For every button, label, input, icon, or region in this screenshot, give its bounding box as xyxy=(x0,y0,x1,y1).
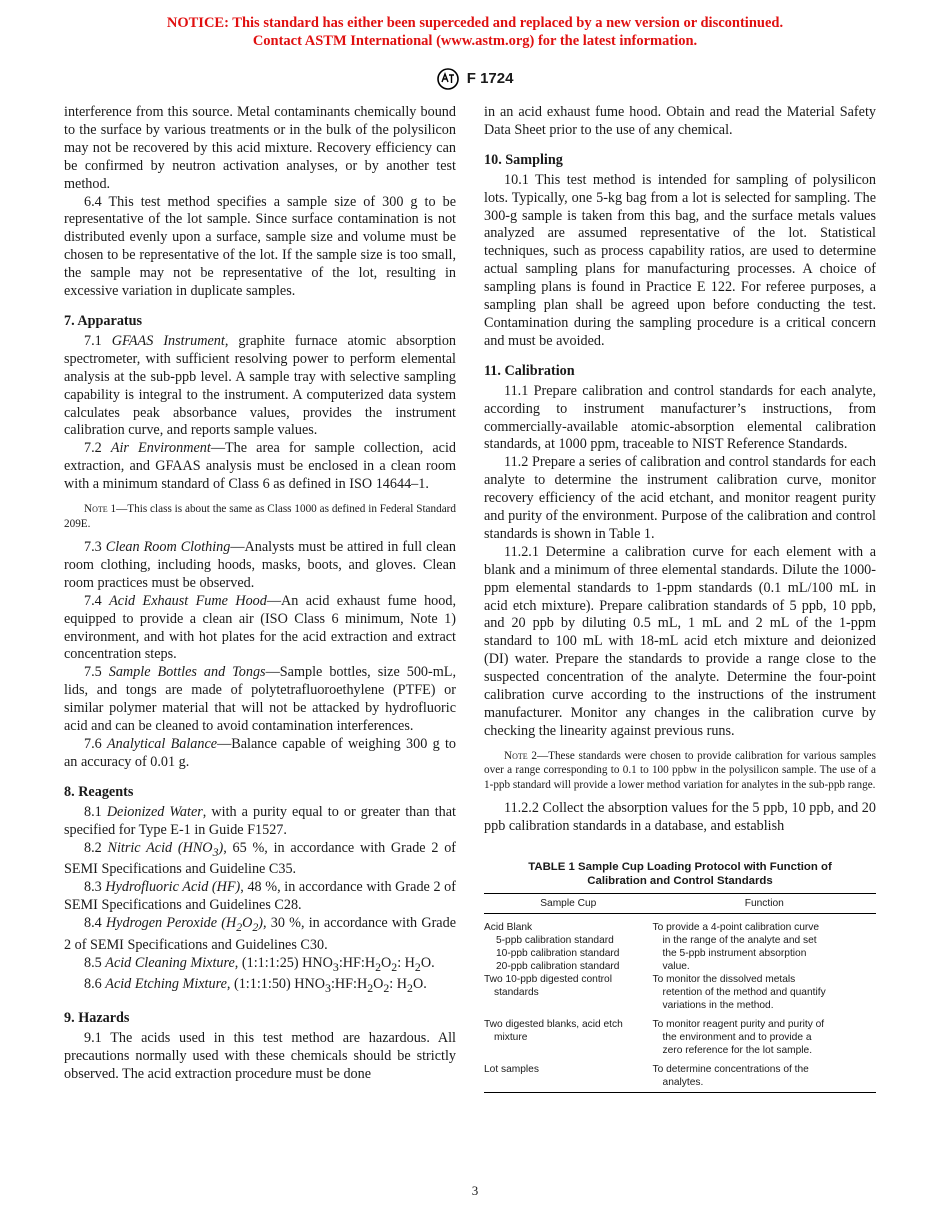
paragraph-8-1: 8.1 Deionized Water, with a purity equal to or greater than that specified for Type E-1 in Guide F1527. xyxy=(64,803,456,838)
astm-logo-icon xyxy=(437,68,459,90)
paragraph-7-1: 7.1 GFAAS Instrument, graphite furnace atomic absorption spectrometer, with sufficient resolving power to perform elemental analysis at the sub-ppb level. A sample tray with selective sampling capability is integral to the instrument. A computerized data system calculates peak absorbance values, provides the instrument calibration curve, and reports sample values. xyxy=(64,332,457,439)
paragraph-11-1: 11.1 Prepare calibration and control standards for each analyte, according to instrument manufacturer’s instructions, from commercially-available atomic-absorption elemental calibration standards, at 1000 ppm, traceable to NIST Reference Standards. xyxy=(484,382,876,453)
paragraph-7-3: 7.3 Clean Room Clothing—Analysts must be attired in full clean room clothing, including hoods, masks, boots, and gloves. Clean room practices must be observed. xyxy=(64,539,457,591)
section-10-heading: 10. Sampling xyxy=(484,151,563,168)
sample-cup-cell: Acid Blank 5-ppb calibration standard 10-ppb calibration standard 20-ppb calibration standard xyxy=(484,922,620,973)
function-cell: To monitor reagent purity and purity of the environment and to provide a zero reference for the lot sample. xyxy=(652,1019,825,1057)
paragraph-continued: in an acid exhaust fume hood. Obtain and read the Material Safety Data Sheet prior to the use of any chemical. xyxy=(484,104,876,138)
section-8-heading: 8. Reagents xyxy=(64,783,134,800)
notice-line-1: NOTICE: This standard has either been superceded and replaced by a new version or discontinued. xyxy=(166,15,784,31)
document-header xyxy=(0,68,950,90)
left-column xyxy=(64,104,456,1084)
table-row xyxy=(484,1018,876,1063)
function-cell: To determine concentrations of the analytes. xyxy=(653,1063,876,1093)
paragraph-8-2: 8.2 Nitric Acid $(HNO_3)$, 65 %, in accordance with Grade 2 of SEMI Specifications and Guideline C35. xyxy=(64,839,457,878)
notice-line-2: Contact ASTM International (www.astm.org) for the latest information. xyxy=(252,33,698,49)
table-1-title: TABLE 1 Sample Cup Loading Protocol with Function of Calibration and Control Standards xyxy=(528,861,832,888)
sample-cup-cell: Two digested blanks, acid etch mixture xyxy=(484,1019,623,1044)
paragraph-8-6: 8.6 Acid Etching Mixture, (1:1:1:50) $HNO_3:HF:H_2O_2$: $H_2O$. xyxy=(84,976,427,996)
sample-cup-cell: Lot samples xyxy=(484,1063,653,1093)
paragraph-7-6: 7.6 Analytical Balance—Balance capable of weighing 300 g to an accuracy of 0.01 g. xyxy=(64,736,456,770)
table-row xyxy=(484,973,876,1018)
note-2: Note 2—These standards were chosen to provide calibration for various samples over a range corresponding to 0.1 to 100 ppbw in the polysilicon sample. The use of a 1-ppb standard will provide a lower method variation for analytes in the sub-ppb range. xyxy=(484,749,876,791)
notice-banner xyxy=(0,14,950,50)
paragraph-10-1: 10.1 This test method is intended for sampling of polysilicon lots. Typically, one 5-kg bag from a lot is selected for sampling. The 300-g sample is taken from this bag, and the surface metals values analyzed are assumed representative of the lot. Statistical techniques, such as process capability ratios, are used to determine actual sampling plans for manufacturing processes. A choice of sampling plans is found in Practice E 122. For referee purposes, a sampling plan shall be agreed upon before conducting the test. Contamination during the sampling procedure is a critical concern and must be avoided. xyxy=(484,171,876,349)
page-number: 3 xyxy=(471,1183,479,1198)
note-1: Note 1—This class is about the same as Class 1000 as defined in Federal Standard 209E. xyxy=(64,503,456,530)
table-row xyxy=(484,1063,876,1093)
paragraph-9-1: 9.1 The acids used in this test method are hazardous. All precautions normally used with these chemicals should be strictly observed. The acid extraction procedure must be done xyxy=(64,1030,456,1082)
table-row xyxy=(484,914,876,974)
sample-cup-cell: Two 10-ppb digested control standards xyxy=(484,974,612,999)
paragraph-8-3: 8.3 Hydrofluoric Acid (HF), 48 %, in accordance with Grade 2 of SEMI Specifications and Guidelines C28. xyxy=(64,879,456,914)
designation: F 1724 xyxy=(466,69,514,87)
table-header-row xyxy=(484,894,876,914)
section-11-heading: 11. Calibration xyxy=(484,362,575,379)
paragraph-8-4: 8.4 Hydrogen Peroxide $(H_2O_2)$, 30 %, in accordance with Grade 2 of SEMI Specifications and Guidelines C30. xyxy=(64,914,456,953)
paragraph-7-2: 7.2 Air Environment—The area for sample collection, acid extraction, and GFAAS analysis must be enclosed in a clean room with a minimum standard of Class 6 as defined in ISO 14644–1. xyxy=(64,440,456,493)
section-7-heading: 7. Apparatus xyxy=(64,312,143,329)
function-cell: To provide a 4-point calibration curve in the range of the analyte and set the 5-ppb instrument absorption value. xyxy=(652,922,820,973)
table-1 xyxy=(484,893,876,1093)
paragraph-6-4: 6.4 This test method specifies a sample size of 300 g to be representative of the lot sample. Since surface contamination is not distributed evenly upon a surface, sample size and volume must be chosen to be representative of the lot. If the sample size is too small, the sample may not be representative of the lot, resulting in excessive variation in duplicate samples. xyxy=(64,193,456,300)
column-header-sample-cup: Sample Cup xyxy=(484,894,653,914)
paragraph-11-2-2: 11.2.2 Collect the absorption values for the 5 ppb, 10 ppb, and 20 ppb calibration standards in a database, and establish xyxy=(484,800,876,835)
paragraph-8-5: 8.5 Acid Cleaning Mixture, (1:1:1:25) $HNO_3:HF:H_2O_2$: $H_2O$. xyxy=(84,954,435,974)
paragraph-intro: interference from this source. Metal contaminants chemically bound to the surface by various treatments or in the bulk of the polysilicon may not be recovered by this acid mixture. Recovery efficiency can be confirmed by neutron activation analyses, or by another test method. xyxy=(64,104,456,192)
column-header-function: Function xyxy=(653,894,876,914)
section-9-heading: 9. Hazards xyxy=(64,1010,130,1027)
function-cell: To monitor the dissolved metals retention of the method and quantify variations in the method. xyxy=(652,974,826,1012)
paragraph-7-5: 7.5 Sample Bottles and Tongs—Sample bottles, size 500-mL, lids, and tongs are made of polytetrafluoroethylene (PTFE) or similar polymer material that will not be attacked by hydrofluoric acid and can be cleaned to avoid contamination interferences. xyxy=(64,664,457,735)
right-column xyxy=(484,104,876,1093)
paragraph-7-4: 7.4 Acid Exhaust Fume Hood—An acid exhaust fume hood, equipped to provide a clean air (ISO Class 6 minimum, Note 1) environment, and with hot plates for the acid extraction and extract concentration steps. xyxy=(64,592,456,663)
paragraph-11-2-1: 11.2.1 Determine a calibration curve for each element with a blank and a minimum of three elemental standards. Dilute the 1000-ppm elemental standards to 1-ppm standards (0.1 mL/100 mL in acid etch mixture). Prepare calibration standards of 5 ppb, 10 ppb, and 20 ppb by diluting 0.5 mL, 1 mL and 2 mL of the 1-ppm standard to 100 mL with 18-mL acid etch mixture and deionized (DI) water. Prepare the standards to provide a range close to the suspected concentration of the analyte. Determine the four-point calibration curve according to the instructions of the instrument manufacturer. Monitor any changes in the calibration curve by checking the linearity against previous runs. xyxy=(484,543,876,739)
paragraph-11-2: 11.2 Prepare a series of calibration and control standards for each analyte to determine the instrument calibration curve, monitor recovery efficiency of the acid etchant, and monitor reagent purity and purity of the environment. Purpose of the calibration and control standards is shown in Table 1. xyxy=(484,454,876,542)
